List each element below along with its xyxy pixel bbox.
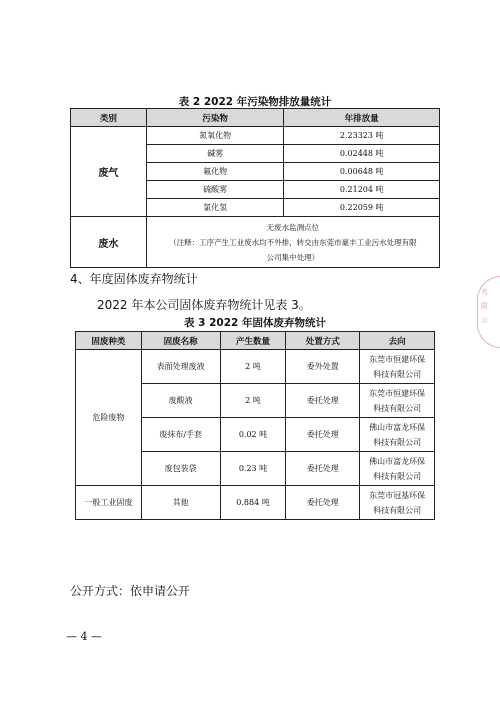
pollutant-name: 氯化氢 [146, 199, 284, 217]
waste-quantity: 0.02 吨 [220, 418, 286, 452]
table-row [71, 127, 440, 145]
table3-header-method: 处置方式 [286, 332, 360, 350]
disposal-method: 委托处理 [286, 486, 360, 520]
destination [360, 486, 435, 520]
destination [360, 452, 435, 486]
destination-line: 科技有限公司 [373, 471, 422, 481]
disposal-method: 委外处置 [286, 350, 360, 384]
waste-name: 废包装袋 [141, 452, 220, 486]
section-intro: 2022 年本公司固体废弃物统计见表 3。 [97, 298, 311, 312]
table2-header-pollutant: 污染物 [146, 109, 284, 127]
emission-amount: 0.02448 吨 [284, 145, 440, 163]
destination-line: 佛山市富龙环保 [369, 422, 426, 432]
destination-line: 东莞市冠基环保 [369, 490, 426, 500]
destination-line: 东莞市恒建环保 [369, 388, 426, 398]
waste-quantity: 2 吨 [220, 384, 286, 418]
disposal-method: 委托处理 [286, 418, 360, 452]
waste-gas-label: 废气 [71, 127, 147, 217]
disposal-method: 委托处理 [286, 452, 360, 486]
pollutant-name: 碱雾 [146, 145, 284, 163]
emission-amount: 0.21204 吨 [284, 181, 440, 199]
waste-quantity: 2 吨 [220, 350, 286, 384]
destination-line: 东莞市恒建环保 [369, 354, 426, 364]
table3-header-row [76, 332, 435, 350]
pollutant-name: 氮氧化物 [146, 127, 284, 145]
table2-header-row [71, 109, 440, 127]
waste-name: 表面处理废液 [141, 350, 220, 384]
disclosure-method: 公开方式：依申请公开 [70, 584, 191, 598]
waste-quantity: 0.23 吨 [220, 452, 286, 486]
destination-line: 科技有限公司 [373, 437, 422, 447]
destination-line: 科技有限公司 [373, 369, 422, 379]
waste-water-note-line: （注释：工序产生工业废水均不外排，转交由东莞市豪丰工业污水处理有限 [169, 237, 417, 247]
emission-amount: 0.00648 吨 [284, 163, 440, 181]
waste-name: 其他 [141, 486, 220, 520]
destination [360, 384, 435, 418]
waste-water-note-line: 无废水监测点位 [266, 222, 320, 232]
destination-line: 佛山市富龙环保 [369, 456, 426, 466]
table3-header-quantity: 产生数量 [220, 332, 286, 350]
pollutant-name: 氟化物 [146, 163, 284, 181]
destination [360, 350, 435, 384]
table3-caption: 表 3 2022 年固体废弃物统计 [184, 317, 326, 329]
table-row [76, 486, 435, 520]
table3-header-name: 固废名称 [141, 332, 220, 350]
table-row [76, 350, 435, 384]
table2-caption: 表 2 2022 年污染物排放量统计 [178, 96, 332, 108]
waste-water-note [146, 217, 439, 268]
pollutant-name: 硫酸雾 [146, 181, 284, 199]
emission-amount: 2.23323 吨 [284, 127, 440, 145]
disposal-method: 委托处理 [286, 384, 360, 418]
waste-water-label: 废水 [71, 217, 147, 268]
table2-pollutant-emissions [70, 108, 440, 268]
section-heading: 4、年度固体废弃物统计 [70, 272, 198, 286]
hazardous-waste-label: 危险废物 [76, 350, 142, 486]
company-seal-stamp [477, 276, 500, 348]
table3-header-category: 固废种类 [76, 332, 142, 350]
table2-header-category: 类别 [71, 109, 147, 127]
page-number: — 4 — [66, 630, 102, 643]
destination-line: 科技有限公司 [373, 505, 422, 515]
destination-line: 科技有限公司 [373, 403, 422, 413]
table-row [71, 217, 440, 268]
destination [360, 418, 435, 452]
table2-header-annual-amount: 年排放量 [284, 109, 440, 127]
table3-header-destination: 去向 [360, 332, 435, 350]
waste-water-note-line: 公司集中处理） [266, 252, 320, 262]
waste-name: 废抹布/手套 [141, 418, 220, 452]
general-waste-label: 一般工业固废 [76, 486, 142, 520]
waste-quantity: 0.884 吨 [220, 486, 286, 520]
waste-name: 废酸液 [141, 384, 220, 418]
table3-solid-waste [75, 331, 435, 520]
emission-amount: 0.22059 吨 [284, 199, 440, 217]
seal-text: 有限公 [481, 288, 487, 324]
